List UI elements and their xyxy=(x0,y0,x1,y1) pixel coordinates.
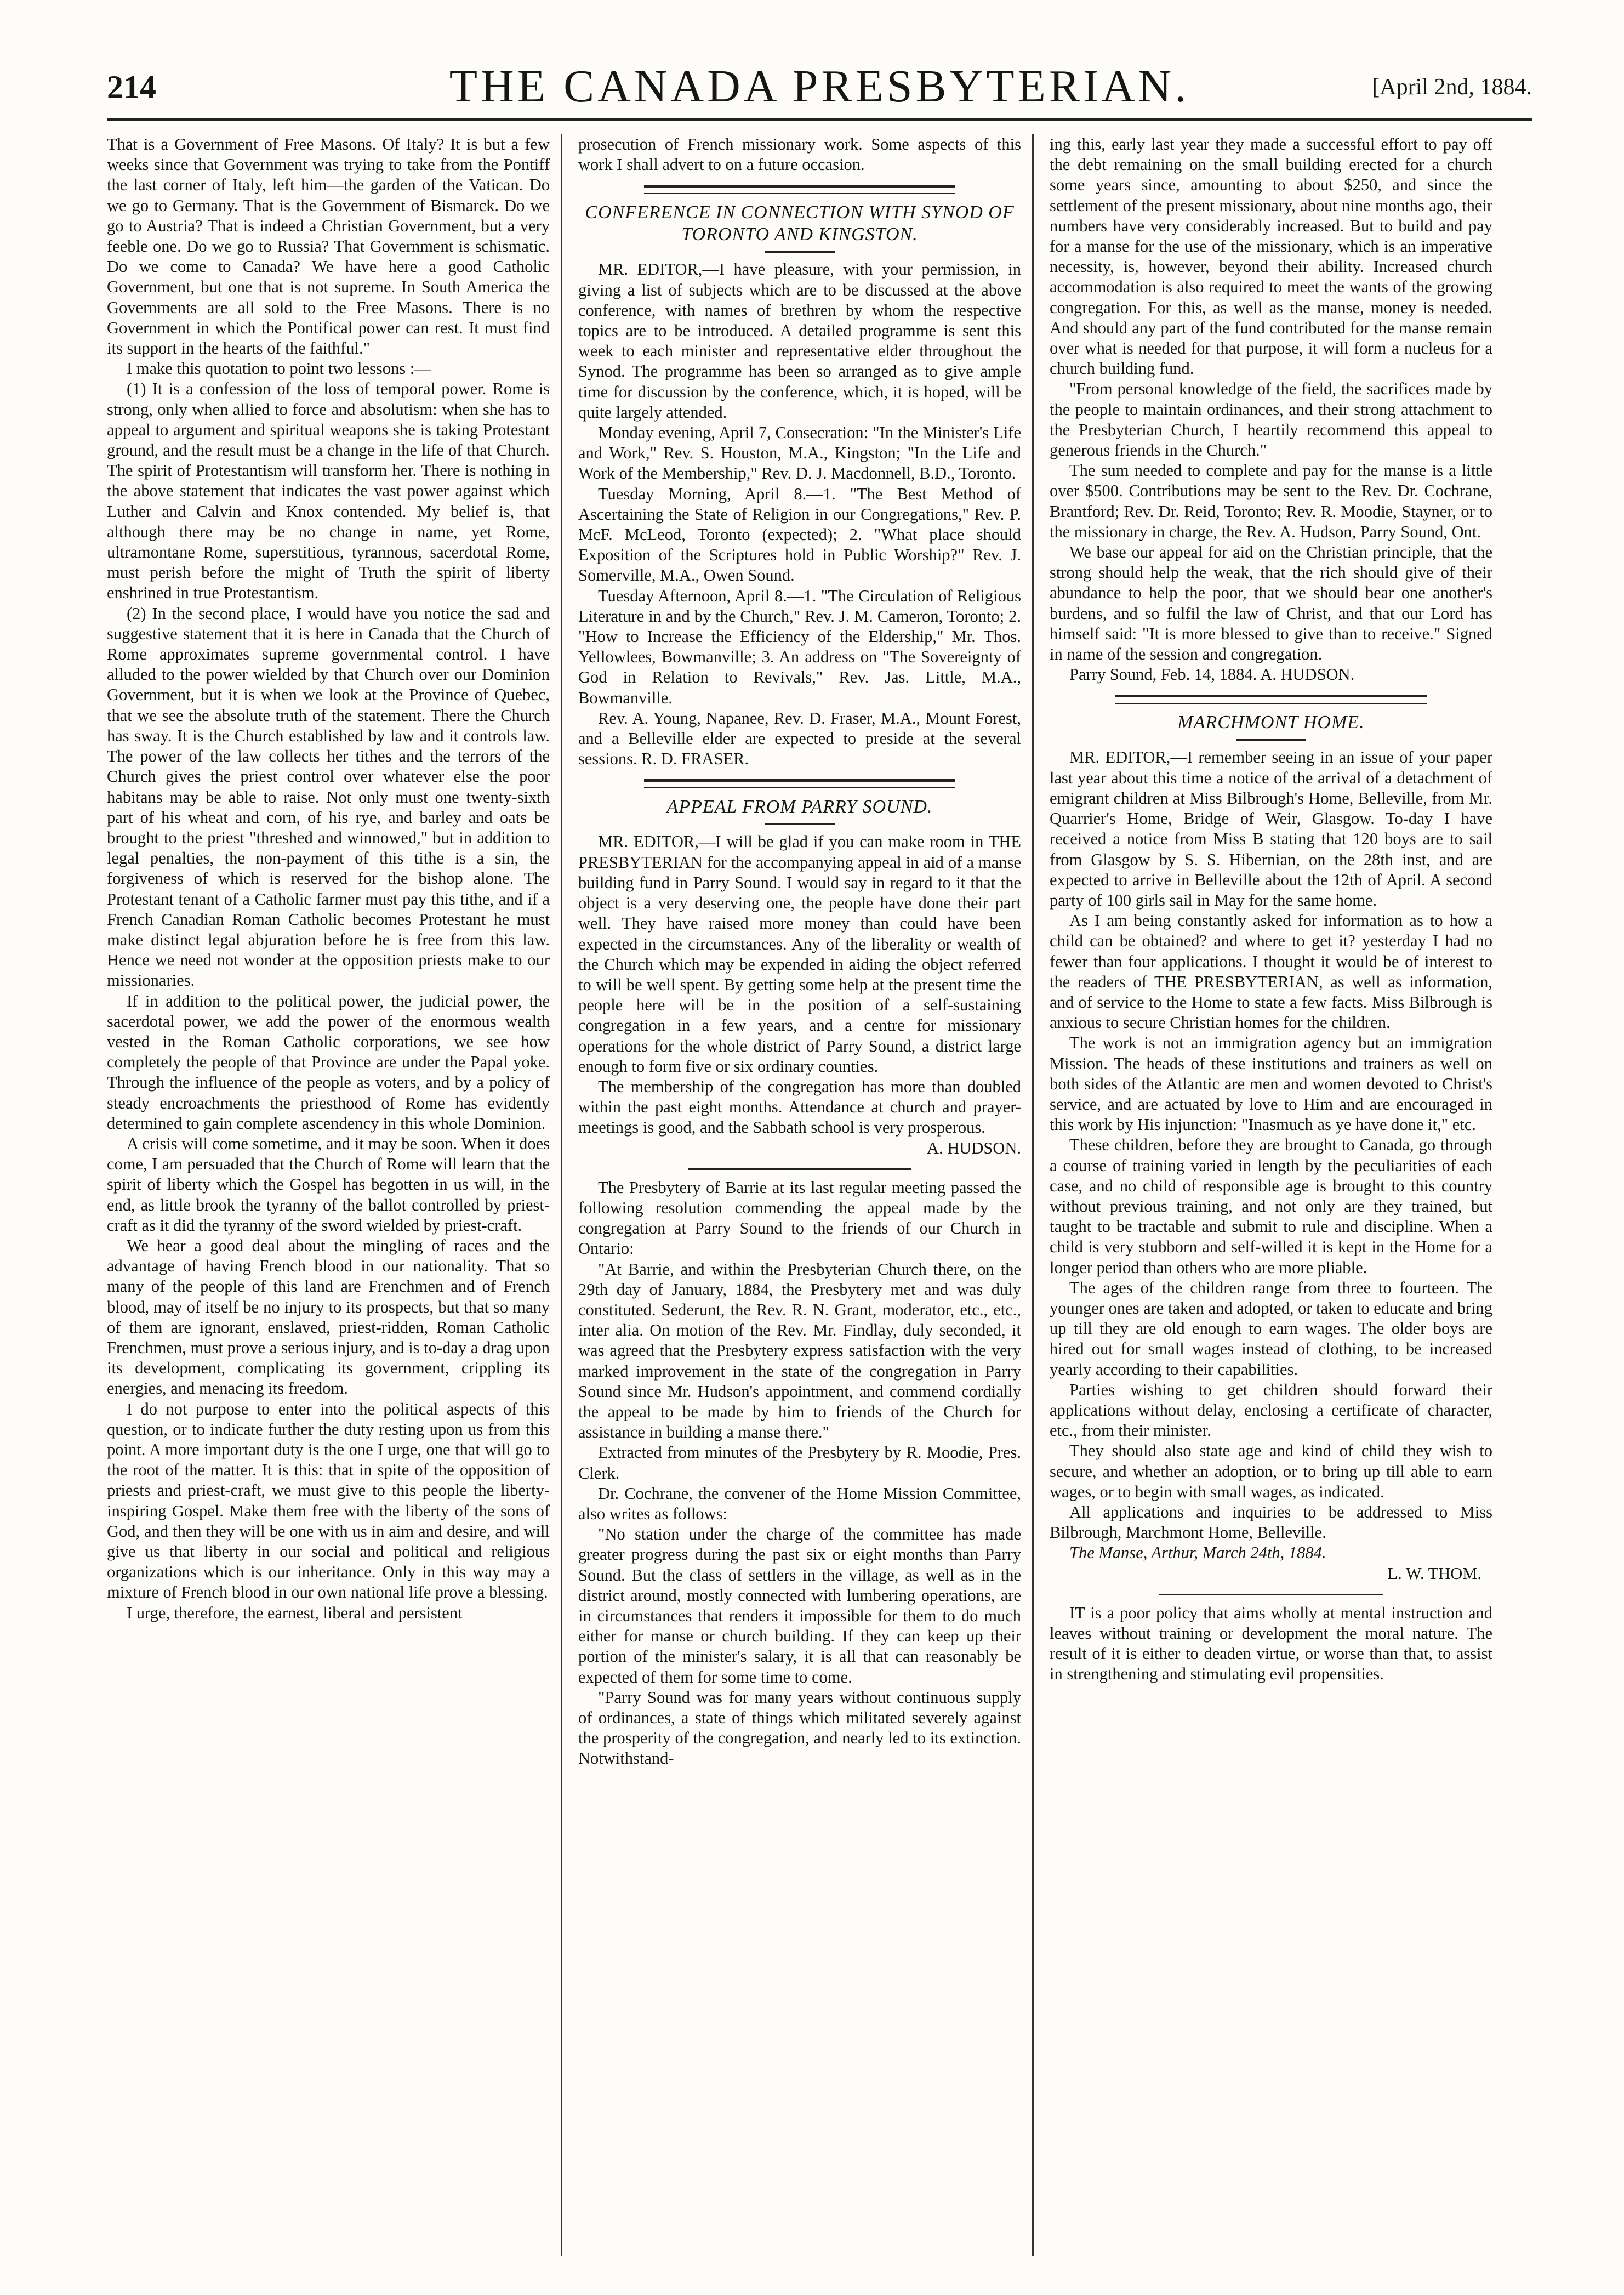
paragraph: I urge, therefore, the earnest, liberal and persistent xyxy=(127,1603,463,1622)
paragraph: All applications and inquiries to be addressed to Miss Bilbrough, Marchmont Home, Belleville. xyxy=(1050,1503,1492,1542)
page-header xyxy=(107,52,1532,121)
paragraph: Extracted from minutes of the Presbytery by R. Moodie, Pres. Clerk. xyxy=(578,1443,1021,1482)
paragraph: Dr. Cochrane, the convener of the Home Mission Committee, also writes as follows: xyxy=(578,1484,1021,1523)
signature: L. W. THOM. xyxy=(1387,1564,1481,1583)
paragraph: If in addition to the political power, the judicial power, the sacerdotal power, we add the power of the enormous wealth vested in the Roman Catholic corporations, we see how completely the people of that Province are under the Papal yoke. Through the influence of the people as voters, and by a policy of steady encroachments the priesthood of Rome has evidently determined to gain complete ascendency in this whole Dominion. xyxy=(107,991,550,1133)
paragraph: prosecution of French missionary work. Some aspects of this work I shall advert to on a future occasion. xyxy=(578,135,1021,174)
paragraph: IT is a poor policy that aims wholly at mental instruction and leaves without training or development the moral nature. The result of it is either to deaden virtue, or worse than that, to assist in strengthening and stimulating evil propensities. xyxy=(1050,1603,1492,1684)
section-divider xyxy=(1115,695,1427,704)
paragraph: "No station under the charge of the committee has made greater progress during the past six or eight months than Parry Sound. But the class of settlers in the village, as well as in the district around, mostly connected with lumbering operations, are in circumstances that renders it impossible for them to do much either for manse or church building. If they can keep up their portion of the minister's salary, it is all that can reasonably be expected of them for some time to come. xyxy=(578,1525,1021,1686)
paragraph: The Presbytery of Barrie at its last regular meeting passed the following resolution commending the appeal made by the congregation at Parry Sound to the friends of our Church in Ontario: xyxy=(578,1178,1021,1258)
paragraph: "Parry Sound was for many years without continuous supply of ordinances, a state of things which militated severely against the prosperity of the congregation, and nearly led to its extinction. Notwithstand- xyxy=(578,1688,1021,1768)
page-number: 214 xyxy=(107,69,156,105)
section-divider xyxy=(1159,1594,1383,1595)
paragraph: (1) It is a confession of the loss of temporal power. Rome is strong, only when allied to force and absolutism: when she has to appeal to argument and spiritual weapons she is taking Protestant ground, and the result must be a change in the life of that Church. The spirit of Protestantism will transform her. There is nothing in the above statement that indicates the vast power against which Luther and Calvin and Knox contended. My belief is, that although there may be no change in name, yet Rome, ultramontane Rome, superstitious, tyrannous, sacerdotal Rome, must perish before the might of Truth the spirit of liberty enshrined in true Protestantism. xyxy=(107,379,550,603)
paragraph: I make this quotation to point two lessons :— xyxy=(127,359,431,378)
paragraph: MR. EDITOR,—I will be glad if you can make room in THE PRESBYTERIAN for the accompanying appeal in aid of a manse building fund in Parry Sound. I would say in regard to it that the object is a very deserving one, the people have done their part well. They have raised more money than could have been expected in the circumstances. Any of the liberality or wealth of the Church which may be expended in aiding the object referred to will be well spent. By getting some help at the present time the people here will be in the position of a self-sustaining congregation in a few years, and a centre for missionary operations for the whole district of Parry Sound, a district large enough to form five or six ordinary counties. xyxy=(578,832,1021,1076)
paragraph: As I am being constantly asked for information as to how a child can be obtained? and where to get it? yesterday I had no fewer than four applications. I thought it would be of interest to the readers of THE PRESBYTERIAN, as well as information, and of service to the Home to state a few facts. Miss Bilbrough is anxious to secure Christian homes for the children. xyxy=(1050,911,1492,1032)
paragraph: Tuesday Afternoon, April 8.—1. "The Circulation of Religious Literature in and by the Church," Rev. J. M. Cameron, Toronto; 2. "How to Increase the Efficiency of the Eldership," Mr. Thos. Yellowlees, Bowmanville; 3. An address on "The Sovereignty of God in Relation to Revivals," Rev. Jas. Little, M.A., Bowmanville. xyxy=(578,586,1021,707)
paragraph: "At Barrie, and within the Presbyterian Church there, on the 29th day of January, 1884, the Presbytery met and was duly constituted. Sederunt, the Rev. R. N. Grant, moderator, etc., etc., inter alia. On motion of the Rev. Mr. Findlay, duly seconded, it was agreed that the Presbytery express satisfaction with the very marked improvement in the state of the congregation in Parry Sound since Mr. Hudson's appointment, and commend cordially the appeal to be made by him to friends of the Church for assistance in building a manse there." xyxy=(578,1259,1021,1442)
heading-rule xyxy=(765,251,835,253)
paragraph: These children, before they are brought to Canada, go through a course of training varied in length by the peculiarities of each case, and no child of responsible age is brought to this country without previous training, and not only are they trained, but taught to be tractable and submit to rule and discipline. When a child is very stubborn and self-willed it is kept in the Home for a longer period than others who are more pliable. xyxy=(1050,1135,1492,1277)
issue-date: [April 2nd, 1884. xyxy=(1372,75,1532,100)
paragraph: "From personal knowledge of the field, the sacrifices made by the people to maintain ordinances, and their strong attachment to the Presbyterian Church, I heartily recommend this appeal to generous friends in the Church." xyxy=(1050,379,1492,460)
column-3 xyxy=(1050,134,1492,2262)
paragraph: (2) In the second place, I would have you notice the sad and suggestive statement that it is here in Canada that the Church of Rome approximates supreme governmental control. I have alluded to the power wielded by that Church over our Dominion Government, but it is when we look at the Province of Quebec, that we see the absolute truth of the statement. There the Church has sway. It is the Church established by law and it controls law. The power of the law collects her tithes and the terrors of the Church gives the priest control over whatever else the poor habitans may be able to raise. Not only must one twenty-sixth part of his wheat and corn, of his rye, and barley and oats be brought to the priest "threshed and winnowed," but in addition to legal penalties, the non-payment of this tithe is a sin, the forgiveness of which is reserved for the bishop alone. The Protestant tenant of a Catholic farmer must pay this tithe, and if a French Canadian Roman Catholic becomes Protestant he must make distinct legal abjuration before he is free from this law. Hence we need not wonder at the opposition priests make to our missionaries. xyxy=(107,604,550,990)
column-1 xyxy=(107,134,550,2262)
dateline: The Manse, Arthur, March 24th, 1884. xyxy=(1069,1543,1326,1563)
heading-rule xyxy=(1236,739,1306,741)
paragraph: We hear a good deal about the mingling of races and the advantage of having French blood in our nationality. That so many of the people of this land are Frenchmen and of French blood, may of itself be no injury to its prospects, but that so many of them are ignorant, enslaved, priest-ridden, Roman Catholic Frenchmen, must prove a serious injury, and is to-day a drag upon its development, complicating its government, crippling its energies, and menacing its freedom. xyxy=(107,1236,550,1398)
paragraph: The work is not an immigration agency but an immigration Mission. The heads of these institutions and trainers as well on both sides of the Atlantic are men and women devoted to Christ's service, and are actuated by love to Him and are encouraged in this work by His injunction: "Inasmuch as ye have done it," etc. xyxy=(1050,1033,1492,1134)
paragraph: They should also state age and kind of child they wish to secure, and whether an adoption, or to bring up till able to earn wages, or to begin with small wages, as indicated. xyxy=(1050,1441,1492,1501)
paragraph: Rev. A. Young, Napanee, Rev. D. Fraser, M.A., Mount Forest, and a Belleville elder are expected to preside at the several sessions. R. D. FRASER. xyxy=(578,708,1021,769)
paragraph: The sum needed to complete and pay for the manse is a little over $500. Contributions may be sent to the Rev. Dr. Cochrane, Brantford; Rev. Dr. Reid, Toronto; Rev. R. Moodie, Stayner, or to the missionary in charge, the Rev. A. Hudson, Parry Sound, Ont. xyxy=(1050,461,1492,541)
signature: A. HUDSON. xyxy=(927,1138,1021,1157)
paragraph: That is a Government of Free Masons. Of Italy? It is but a few weeks since that Government was trying to take from the Pontiff the last corner of Italy, left him—the garden of the Vatican. Do we go to Germany. That is the Government of Bismarck. Do we go to Austria? That is indeed a Christian Government, but a very feeble one. Do we go to Russia? That Government is schismatic. Do we come to Canada? We have here a good Catholic Government, but one that is not supreme. In South America the Governments are all sold to the Free Masons. There is no Government in which the Pontifical power can rest. It must find its support in the hearts of the faithful." xyxy=(107,135,550,358)
paragraph: A crisis will come sometime, and it may be soon. When it does come, I am persuaded that the Church of Rome will learn that the spirit of liberty which the Gospel has begotten in us will, in the end, as little brook the tyranny of the ballot controlled by priest-craft as it did the tyranny of the sword wielded by priest-craft. xyxy=(107,1134,550,1235)
newspaper-page xyxy=(107,52,1532,2267)
paragraph: I do not purpose to enter into the political aspects of this question, or to indicate further the duty resting upon us from this point. A more important duty is the one I urge, one that will go to the root of the matter. It is this: that in spite of the opposition of priests and priest-craft, we must give to this people the liberty-inspiring Gospel. Make them free with the liberty of the sons of God, and then they will be one with us in aim and desire, and will give us that liberty in our social and political and religious organizations which is our inheritance. Only in this way may a mixture of French blood in our own national life prove a blessing. xyxy=(107,1399,550,1602)
section-divider xyxy=(644,185,955,194)
article-heading-conference: CONFERENCE IN CONNECTION WITH SYNOD OF TORONTO AND KINGSTON. xyxy=(585,202,1015,245)
section-divider xyxy=(644,779,955,788)
paragraph: The ages of the children range from three to fourteen. The younger ones are taken and adopted, or taken to educate and bring up till they are old enough to earn wages. The older boys are hired out for small wages instead of clothing, to be increased yearly according to their capabilities. xyxy=(1050,1278,1492,1379)
article-heading-appeal: APPEAL FROM PARRY SOUND. xyxy=(666,797,933,817)
paragraph: MR. EDITOR,—I have pleasure, with your permission, in giving a list of subjects which are to be discussed at the above conference, with names of brethren by whom the respective topics are to be introduced. A detailed programme is sent this week to each minister and representative elder throughout the Synod. The programme has been so arranged as to give ample time for discussion by the conference, which, it is hoped, will be quite largely attended. xyxy=(578,260,1021,422)
column-rule xyxy=(561,134,562,2256)
paragraph: ing this, early last year they made a successful effort to pay off the debt remaining on the small building erected for a church some years since, amounting to about $250, and since the settlement of the present missionary, about nine months ago, their numbers have very considerably increased. But to build and pay for a manse for the use of the missionary, which is an imperative necessity, is, however, beyond their ability. Increased church accommodation is also required to meet the wants of the growing congregation. For this, as well as the manse, money is needed. And should any part of the fund contributed for the manse remain over what is needed for that purpose, it will form a nucleus for a church building fund. xyxy=(1050,135,1492,378)
dateline: Parry Sound, Feb. 14, 1884. A. HUDSON. xyxy=(1069,665,1355,684)
paragraph: Tuesday Morning, April 8.—1. "The Best Method of Ascertaining the State of Religion in our Congregations," Rev. P. McF. McLeod, Toronto (expected); 2. "What place should Exposition of the Scriptures hold in Public Worship?" Rev. J. Somerville, M.A., Owen Sound. xyxy=(578,484,1021,585)
paragraph: Monday evening, April 7, Consecration: "In the Minister's Life and Work," Rev. S. Houston, M.A., Kingston; "In the Life and Work of the Membership," Rev. D. J. Macdonnell, B.D., Toronto. xyxy=(578,423,1021,483)
paragraph: Parties wishing to get children should forward their applications without delay, enclosing a certificate of character, etc., from their minister. xyxy=(1050,1380,1492,1440)
section-divider xyxy=(688,1168,911,1170)
article-heading-marchmont: MARCHMONT HOME. xyxy=(1177,712,1365,733)
heading-rule xyxy=(765,823,835,825)
column-rule xyxy=(1032,134,1034,2256)
masthead-title: THE CANADA PRESBYTERIAN. xyxy=(449,61,1190,112)
paragraph: We base our appeal for aid on the Christian principle, that the strong should help the weak, that the rich should give of their abundance to help the poor, that we should bear one another's burdens, and so fulfil the law of Christ, and that our Lord has himself said: "It is more blessed to give than to receive." Signed in name of the session and congregation. xyxy=(1050,543,1492,664)
paragraph: MR. EDITOR,—I remember seeing in an issue of your paper last year about this time a notice of the arrival of a detachment of emigrant children at Miss Bilbrough's Home, Belleville, from Mr. Quarrier's Home, Bridge of Weir, Glasgow. To-day I have received a notice from Miss B stating that 120 boys are to sail from Glasgow by S. S. Hibernian, on the 28th inst, and are expected to arrive in Belleville about the 12th of April. A second party of 100 girls sail in May for the same home. xyxy=(1050,748,1492,910)
column-2 xyxy=(578,134,1021,2262)
paragraph: The membership of the congregation has more than doubled within the past eight months. Attendance at church and prayer-meetings is good, and the Sabbath school is very prosperous. xyxy=(578,1077,1021,1137)
